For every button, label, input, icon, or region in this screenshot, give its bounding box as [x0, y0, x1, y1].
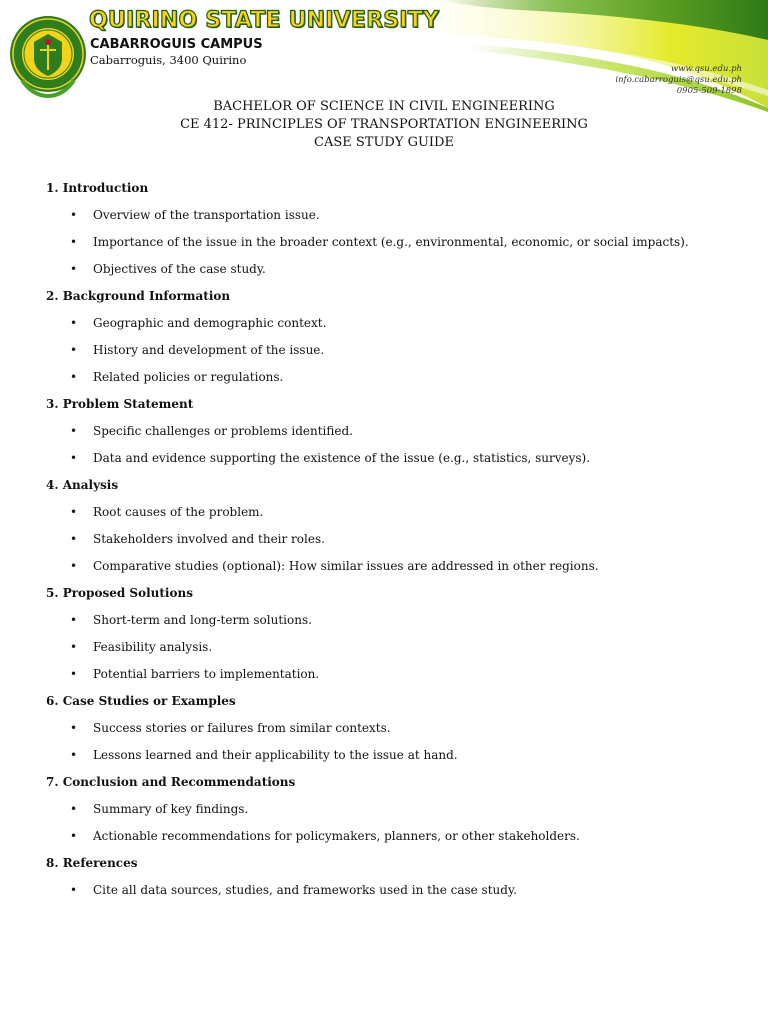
- bullet-icon: •: [70, 640, 78, 654]
- list-item: [46, 207, 746, 234]
- list-item-text: Potential barriers to implementation.: [93, 667, 320, 681]
- section-title: 8. References: [46, 856, 138, 870]
- campus-address: Cabarroguis, 3400 Quirino: [90, 53, 247, 67]
- list-item-text: Root causes of the problem.: [93, 505, 264, 519]
- list-item: [46, 612, 746, 639]
- phone-text: 0905-509-1898: [676, 86, 742, 96]
- program-title: BACHELOR OF SCIENCE IN CIVIL ENGINEERING: [213, 99, 555, 114]
- university-name: QUIRINO STATE UNIVERSITY: [89, 8, 440, 33]
- bullet-icon: •: [70, 235, 78, 249]
- list-item-text: Short-term and long-term solutions.: [93, 613, 312, 627]
- list-item-text: Success stories or failures from similar contexts.: [93, 721, 391, 735]
- bullet-icon: •: [70, 208, 78, 222]
- course-title: CE 412- PRINCIPLES OF TRANSPORTATION ENGINEERING: [180, 117, 588, 132]
- list-item-text: Importance of the issue in the broader context (e.g., environmental, economic, or social impacts).: [93, 235, 689, 249]
- campus-name: CABARROGUIS CAMPUS: [90, 37, 263, 52]
- list-item-text: Summary of key findings.: [93, 802, 249, 816]
- list-item: [46, 666, 746, 693]
- list-item-text: Cite all data sources, studies, and frameworks used in the case study.: [93, 883, 517, 897]
- bullet-icon: •: [70, 370, 78, 384]
- bullet-icon: •: [70, 451, 78, 465]
- website-text: www.qsu.edu.ph: [670, 64, 742, 74]
- list-item: [46, 234, 746, 261]
- list-item: [46, 450, 746, 477]
- list-item: [46, 639, 746, 666]
- bullet-icon: •: [70, 505, 78, 519]
- list-item-text: Stakeholders involved and their roles.: [93, 532, 325, 546]
- list-item: [46, 261, 746, 288]
- list-item-text: Geographic and demographic context.: [93, 316, 327, 330]
- section-title: 2. Background Information: [46, 289, 231, 303]
- bullet-icon: •: [70, 802, 78, 816]
- section-title: 3. Problem Statement: [46, 397, 194, 411]
- list-item: [46, 828, 746, 855]
- list-item: [46, 342, 746, 369]
- list-item-text: Actionable recommendations for policymakers, planners, or other stakeholders.: [93, 829, 580, 843]
- list-item: [46, 720, 746, 747]
- list-item-text: Related policies or regulations.: [93, 370, 284, 384]
- list-item-text: Overview of the transportation issue.: [93, 208, 320, 222]
- bullet-icon: •: [70, 343, 78, 357]
- list-item-text: Data and evidence supporting the existence of the issue (e.g., statistics, surveys).: [93, 451, 591, 465]
- bullet-icon: •: [70, 667, 78, 681]
- list-item-text: Lessons learned and their applicability to the issue at hand.: [93, 748, 458, 762]
- letterhead: [0, 0, 768, 112]
- list-item-text: Objectives of the case study.: [93, 262, 266, 276]
- bullet-icon: •: [70, 316, 78, 330]
- list-item: [46, 504, 746, 531]
- bullet-icon: •: [70, 559, 78, 573]
- section-title: 1. Introduction: [46, 181, 149, 195]
- bullet-icon: •: [70, 721, 78, 735]
- bullet-icon: •: [70, 613, 78, 627]
- university-seal: [8, 10, 88, 102]
- list-item: [46, 801, 746, 828]
- section-title: 5. Proposed Solutions: [46, 586, 193, 600]
- list-item: [46, 423, 746, 450]
- bullet-icon: •: [70, 424, 78, 438]
- list-item: [46, 558, 746, 585]
- list-item-text: Feasibility analysis.: [93, 640, 213, 654]
- list-item: [46, 882, 746, 909]
- list-item: [46, 315, 746, 342]
- section-title: 4. Analysis: [46, 478, 119, 492]
- bullet-icon: •: [70, 262, 78, 276]
- list-item: [46, 369, 746, 396]
- bullet-icon: •: [70, 532, 78, 546]
- list-item-text: Specific challenges or problems identified.: [93, 424, 353, 438]
- section-title: 6. Case Studies or Examples: [46, 694, 236, 708]
- list-item: [46, 747, 746, 774]
- section-title: 7. Conclusion and Recommendations: [46, 775, 296, 789]
- bullet-icon: •: [70, 748, 78, 762]
- list-item-text: Comparative studies (optional): How similar issues are addressed in other regions.: [93, 559, 599, 573]
- list-item: [46, 531, 746, 558]
- guide-title: CASE STUDY GUIDE: [314, 135, 454, 150]
- list-item-text: History and development of the issue.: [93, 343, 325, 357]
- bullet-icon: •: [70, 829, 78, 843]
- email-text: info.cabarroguis@qsu.edu.ph: [615, 75, 742, 85]
- bullet-icon: •: [70, 883, 78, 897]
- document-title: [0, 98, 768, 152]
- guide-content: [46, 180, 746, 909]
